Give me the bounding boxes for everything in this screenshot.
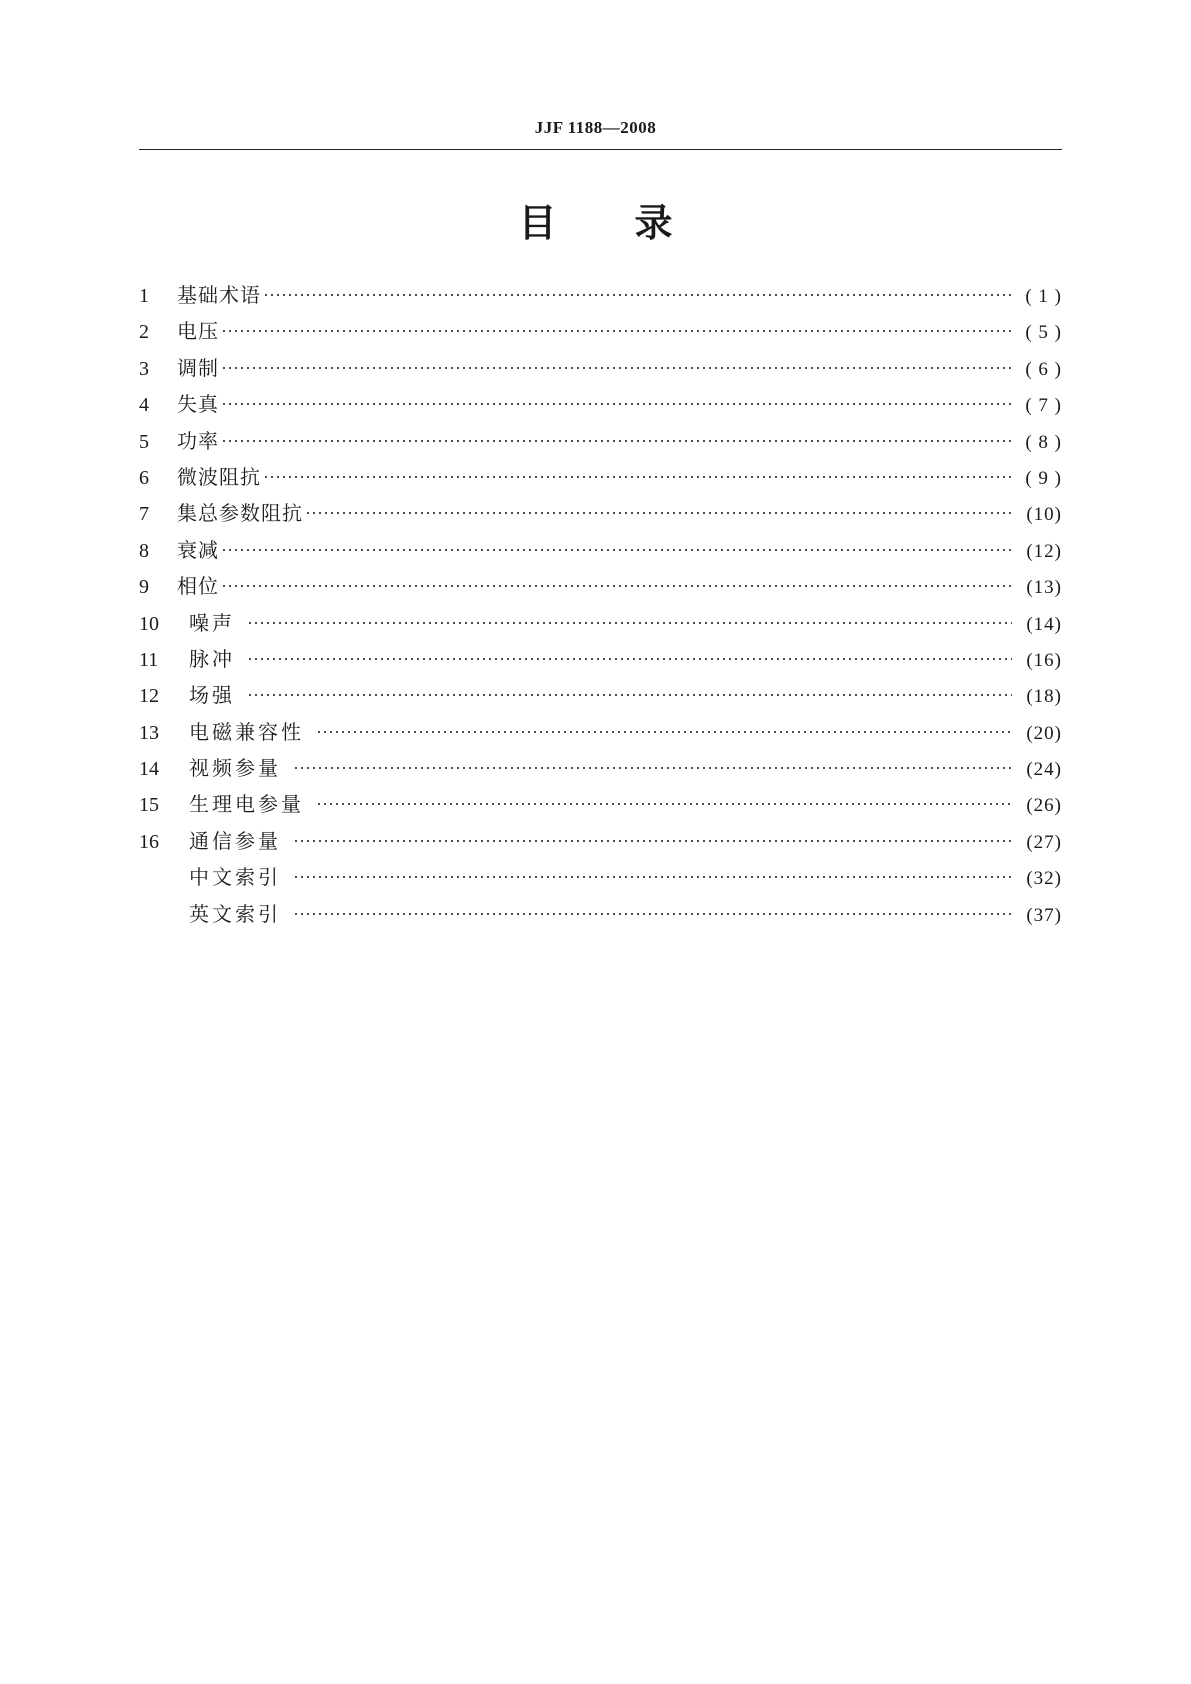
toc-leader-dots <box>247 656 1012 662</box>
toc-entry-label: 电磁兼容性 <box>189 719 304 744</box>
toc-entry-number: 4 <box>139 394 149 417</box>
toc-entry-number: 1 <box>139 285 149 307</box>
toc-entry-label: 英文索引 <box>189 901 281 926</box>
toc-leader-dots <box>316 729 1012 735</box>
toc-entry[interactable] <box>139 861 1062 897</box>
toc-entry-number: 9 <box>139 576 149 599</box>
toc-entry-page: (10) <box>1026 504 1062 526</box>
toc-leader-dots <box>263 292 1012 298</box>
toc-entry-label: 噪声 <box>189 610 235 635</box>
toc-entry[interactable] <box>139 425 1062 461</box>
toc-entry-page: (24) <box>1026 759 1062 781</box>
toc-entry-label: 通信参量 <box>189 828 281 853</box>
toc-entry-page: ( 8 ) <box>1025 431 1062 453</box>
toc-leader-dots <box>263 474 1012 480</box>
toc-entry-number: 15 <box>139 794 159 817</box>
toc-entry-page: (37) <box>1026 904 1062 926</box>
document-code: JJF 1188—2008 <box>534 118 657 137</box>
toc-leader-dots <box>247 620 1012 626</box>
toc-entry-label: 调制 <box>177 355 219 380</box>
toc-entry-number: 12 <box>139 685 159 708</box>
toc-entry[interactable] <box>139 752 1062 788</box>
toc-entry-label: 场强 <box>189 683 235 708</box>
toc-entry-page: ( 6 ) <box>1025 358 1062 380</box>
toc-entry[interactable] <box>139 461 1062 497</box>
toc-entry[interactable] <box>139 716 1062 752</box>
toc-entry-page: (13) <box>1026 577 1062 599</box>
toc-entry-page: (32) <box>1026 868 1062 890</box>
toc-leader-dots <box>305 510 1012 516</box>
toc-entry-number: 10 <box>139 612 159 635</box>
toc-entry-label: 基础术语 <box>177 283 261 307</box>
toc-entry[interactable] <box>139 788 1062 824</box>
toc-leader-dots <box>221 583 1012 589</box>
toc-entry-label: 中文索引 <box>189 865 281 890</box>
toc-entry-page: ( 5 ) <box>1025 322 1062 344</box>
header-divider <box>139 149 1062 150</box>
toc-leader-dots <box>221 401 1012 407</box>
toc-entry-number: 3 <box>139 357 149 380</box>
toc-entry-page: ( 7 ) <box>1025 395 1062 417</box>
toc-leader-dots <box>221 438 1012 444</box>
toc-entry-label: 微波阻抗 <box>177 464 261 489</box>
toc-entry-number: 5 <box>139 430 149 453</box>
toc-entry[interactable] <box>139 825 1062 861</box>
toc-entry-label: 失真 <box>177 392 219 417</box>
toc-leader-dots <box>316 801 1012 807</box>
toc-entry-page: ( 1 ) <box>1025 286 1062 307</box>
toc-leader-dots <box>221 328 1012 334</box>
toc-entry-label: 相位 <box>177 574 219 599</box>
toc-entry[interactable] <box>139 607 1062 643</box>
toc-entry[interactable] <box>139 388 1062 424</box>
toc-leader-dots <box>293 838 1012 844</box>
toc-entry-label: 衰减 <box>177 537 219 562</box>
toc-entry[interactable] <box>139 643 1062 679</box>
toc-title-part1: 目 <box>518 201 557 245</box>
toc-entry-page: (14) <box>1026 613 1062 635</box>
toc-entry[interactable] <box>139 279 1062 315</box>
toc-entry-label: 脉冲 <box>189 646 235 671</box>
toc-entry[interactable] <box>139 679 1062 715</box>
toc-title <box>0 198 1191 248</box>
toc-entry-label: 功率 <box>177 428 219 453</box>
toc-entry-page: (26) <box>1026 795 1062 817</box>
toc-entry-label: 视频参量 <box>189 756 281 781</box>
toc-leader-dots <box>293 911 1012 917</box>
toc-leader-dots <box>221 547 1012 553</box>
toc-entry-page: (27) <box>1026 831 1062 853</box>
toc-entry[interactable] <box>139 315 1062 351</box>
toc-entry-label: 电压 <box>177 319 219 344</box>
toc-entry[interactable] <box>139 570 1062 606</box>
toc-entry-page: (20) <box>1026 722 1062 744</box>
toc-entry[interactable] <box>139 534 1062 570</box>
toc-entry[interactable] <box>139 898 1062 934</box>
toc-entry[interactable] <box>139 352 1062 388</box>
table-of-contents <box>139 279 1062 934</box>
toc-entry-number: 16 <box>139 830 159 853</box>
toc-entry-number: 8 <box>139 539 149 562</box>
toc-leader-dots <box>293 874 1012 880</box>
toc-entry-label: 集总参数阻抗 <box>177 501 303 526</box>
toc-entry-number: 14 <box>139 758 159 781</box>
toc-entry-label: 生理电参量 <box>189 792 304 817</box>
toc-leader-dots <box>247 692 1012 698</box>
toc-entry-page: (16) <box>1026 649 1062 671</box>
toc-entry-number: 2 <box>139 321 149 344</box>
toc-entry-number: 6 <box>139 466 149 489</box>
toc-entry-number: 11 <box>139 648 159 671</box>
toc-entry-number: 7 <box>139 503 149 526</box>
toc-entry[interactable] <box>139 497 1062 533</box>
toc-title-part2: 录 <box>634 201 673 245</box>
toc-entry-page: ( 9 ) <box>1025 467 1062 489</box>
toc-leader-dots <box>293 765 1012 771</box>
toc-entry-number: 13 <box>139 721 159 744</box>
toc-leader-dots <box>221 365 1012 371</box>
toc-entry-page: (12) <box>1026 540 1062 562</box>
toc-entry-page: (18) <box>1026 686 1062 708</box>
